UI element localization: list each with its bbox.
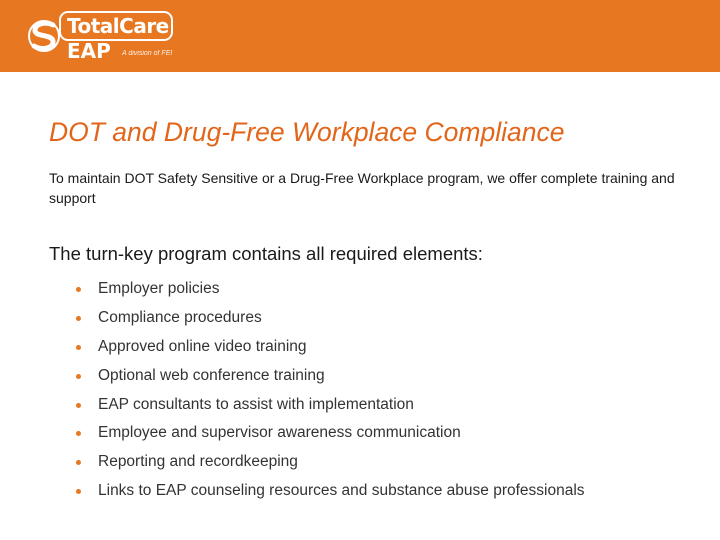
list-item xyxy=(72,391,585,420)
logo-eap-text: EAP xyxy=(67,39,111,63)
list-item-text: EAP consultants to assist with implementation xyxy=(98,395,414,413)
list-item xyxy=(72,419,585,448)
list-item xyxy=(72,477,585,506)
bullet-dot-icon xyxy=(76,345,81,350)
list-item-text: Approved online video training xyxy=(98,337,307,355)
section-subheading: The turn-key program contains all required elements: xyxy=(49,243,483,264)
bullet-dot-icon xyxy=(76,460,81,465)
list-item-text: Compliance procedures xyxy=(98,308,262,326)
list-item xyxy=(72,448,585,477)
list-item-text: Optional web conference training xyxy=(98,366,325,384)
list-item xyxy=(72,362,585,391)
list-item xyxy=(72,304,585,333)
bullet-dot-icon xyxy=(76,403,81,408)
bullet-dot-icon xyxy=(76,489,81,494)
list-item-text: Employee and supervisor awareness communication xyxy=(98,424,461,442)
logo-brand-name: TotalCare xyxy=(67,14,169,38)
elements-bullet-list xyxy=(72,275,585,506)
logo-tagline: A division of FEI xyxy=(122,50,173,57)
list-item-text: Reporting and recordkeeping xyxy=(98,453,298,471)
intro-text: To maintain DOT Safety Sensitive or a Drug-Free Workplace program, we offer complete training and support xyxy=(49,170,675,206)
bullet-dot-icon xyxy=(76,316,81,321)
bullet-dot-icon xyxy=(76,431,81,436)
bullet-dot-icon xyxy=(76,287,81,292)
list-item-text: Employer policies xyxy=(98,280,220,297)
slide-title: DOT and Drug-Free Workplace Compliance xyxy=(49,117,565,147)
list-item xyxy=(72,275,585,304)
header-bar xyxy=(0,0,720,72)
bullet-dot-icon xyxy=(76,374,81,379)
list-item-text: Links to EAP counseling resources and substance abuse professionals xyxy=(98,482,585,500)
list-item xyxy=(72,333,585,362)
totalcare-eap-logo xyxy=(26,11,176,61)
